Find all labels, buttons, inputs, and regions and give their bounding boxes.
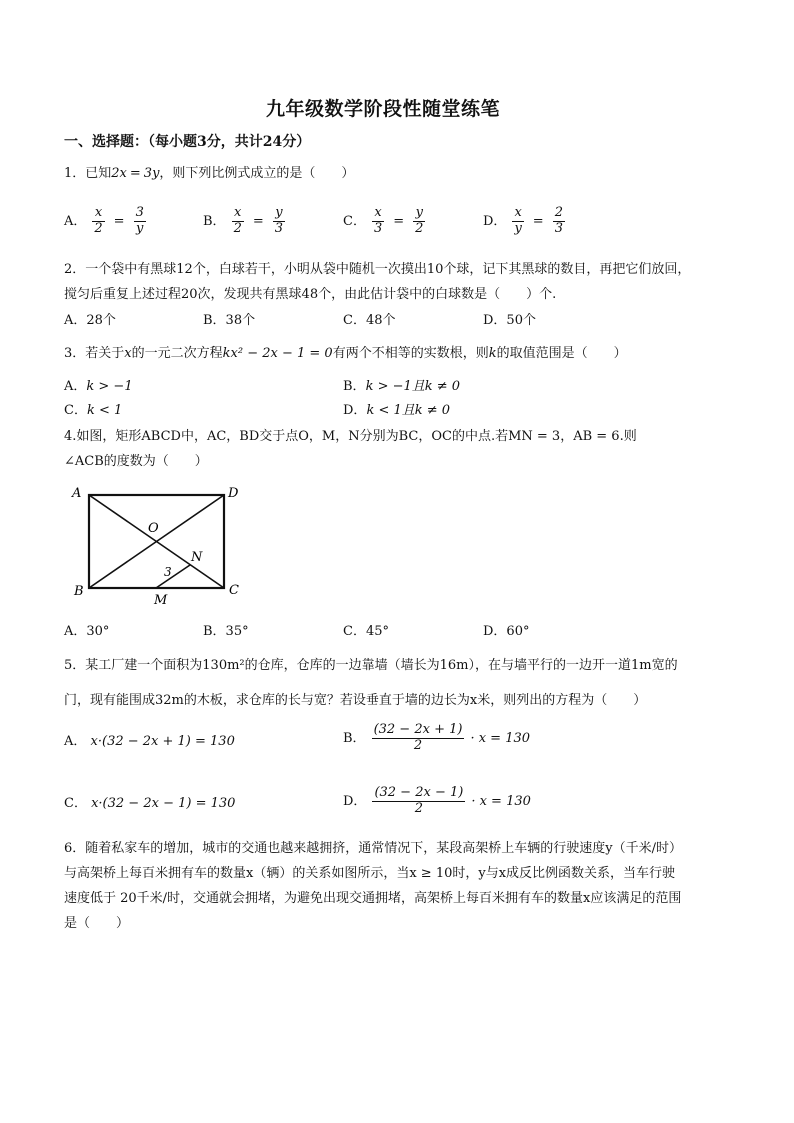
- q1-option-c: C． $\frac{x}{3}$ = $\frac{y}{2}$: [343, 205, 424, 236]
- fraction: $\frac{x}{3}$: [373, 205, 383, 236]
- label-o: O: [148, 521, 159, 536]
- q1-condition-lhs: 2x: [111, 166, 127, 181]
- fraction: $\frac{y}{2}$: [415, 205, 424, 236]
- label-n: N: [191, 550, 203, 565]
- q4-option-c: C．45°: [343, 624, 389, 639]
- q4-option-a: A．30°: [64, 624, 110, 639]
- q3-equation: kx² − 2x − 1 = 0: [222, 346, 333, 361]
- q1-stem-prefix: 1．已知: [64, 166, 112, 181]
- q1-option-b: B． $\frac{x}{2}$ = $\frac{y}{3}$: [203, 205, 284, 236]
- question-2-line-2: 搅匀后重复上述过程20次，发现共有黑球48个，由此估计袋中的白球数是（ ）个.: [64, 287, 557, 302]
- fraction: $\frac{3}{y}$: [135, 205, 144, 236]
- question-3-stem: [64, 346, 627, 362]
- label-c: C: [229, 583, 239, 598]
- label-length-three: 3: [164, 565, 172, 579]
- question-4-line-2: ∠ACB的度数为（ ）: [64, 454, 208, 469]
- section-heading: 一、选择题：（每小题3分，共计24分）: [64, 134, 311, 150]
- question-5-line-1: 5．某工厂建一个面积为130m²的仓库，仓库的一边靠墙（墙长为16m），在与墙平行的一边开一道1m宽的: [64, 658, 678, 673]
- q4-option-d: D．60°: [483, 624, 530, 639]
- question-2-line-1: 2．一个袋中有黑球12个，白球若干，小明从袋中随机一次摸出10个球，记下其黑球的数目，再把它们放回，: [64, 262, 691, 277]
- question-6-line-2: 与高架桥上每百米拥有车的数量x（辆）的关系如图所示，当x ≥ 10时，y与x成反比例函数关系，当车行驶: [64, 866, 676, 881]
- option-label: B．: [203, 213, 226, 229]
- fraction: $\frac{x}{2}$: [94, 205, 103, 236]
- q3-stem-part: 3．若关于: [64, 346, 125, 361]
- fraction: $\frac{y}{3}$: [274, 205, 284, 236]
- question-4-line-1: 4.如图，矩形ABCD中，AC，BD交于点O，M，N分别为BC，OC的中点.若MN = 3，AB = 6.则: [64, 429, 637, 444]
- q2-option-d: D．50个: [483, 313, 536, 328]
- fraction: $\frac{x}{y}$: [514, 205, 522, 236]
- option-label: C．: [343, 213, 366, 229]
- question-5-line-2: 门，现有能围成32m的木板，求仓库的长与宽？若设垂直于墙的边长为x米，则列出的方程为（ ）: [64, 693, 647, 708]
- question-6-line-1: 6．随着私家车的增加，城市的交通也越来越拥挤，通常情况下，某段高架桥上车辆的行驶速度y（千米/时）: [64, 841, 682, 856]
- fraction: $\frac{x}{2}$: [233, 205, 242, 236]
- q3-variable-x: x: [124, 346, 132, 361]
- q3-option-c: C．k < 1: [64, 403, 123, 418]
- q5-option-a: A． x·(32 − 2x + 1) = 130: [64, 734, 235, 749]
- label-d: D: [228, 486, 239, 501]
- q5-option-b: B． $\frac{(32 - 2x + 1)}{2}$ · x = 130: [343, 722, 531, 753]
- q1-condition-equals: =: [129, 166, 141, 181]
- q3-stem-part: 有两个不相等的实数根，则: [332, 346, 489, 361]
- q2-option-a: A．28个: [64, 313, 116, 328]
- q3-option-b: B．k > −1且k ≠ 0: [343, 379, 461, 394]
- fraction: $\frac{(32 - 2x + 1)}{2}$: [373, 722, 463, 753]
- fraction: $\frac{2}{3}$: [554, 205, 563, 236]
- option-label: A．: [64, 213, 87, 229]
- page-title: 九年级数学阶段性随堂练笔: [266, 98, 501, 120]
- q3-stem-part: 的取值范围是（ ）: [496, 346, 627, 361]
- q1-condition-rhs: 3y: [143, 166, 160, 181]
- question-6-line-3: 速度低于 20千米/时，交通就会拥堵，为避免出现交通拥堵，高架桥上每百米拥有车的数量x应该满足的范围: [64, 891, 682, 906]
- q3-option-d: D．k < 1且k ≠ 0: [343, 403, 451, 418]
- q1-option-a: A． $\frac{x}{2}$ = $\frac{3}{y}$: [64, 205, 144, 236]
- question-6-line-4: 是（ ）: [64, 916, 130, 931]
- question-1-stem: [64, 166, 354, 182]
- q5-option-c: C． x·(32 − 2x − 1) = 130: [64, 796, 236, 811]
- q1-stem-suffix: ，则下列比例式成立的是（ ）: [159, 166, 355, 181]
- label-a: A: [72, 486, 82, 501]
- q1-option-d: D． $\frac{x}{y}$ = $\frac{2}{3}$: [483, 205, 563, 236]
- rectangle-figure: [66, 482, 250, 608]
- q4-option-b: B．35°: [203, 624, 249, 639]
- q5-option-d: D． $\frac{(32 - 2x - 1)}{2}$ · x = 130: [343, 785, 531, 816]
- q3-option-a: A．k > −1: [64, 379, 133, 394]
- q2-option-c: C．48个: [343, 313, 396, 328]
- option-label: D．: [483, 213, 507, 229]
- q2-option-b: B．38个: [203, 313, 256, 328]
- label-m: M: [154, 593, 168, 608]
- label-b: B: [74, 584, 84, 599]
- fraction: $\frac{(32 - 2x - 1)}{2}$: [374, 785, 464, 816]
- q3-stem-part: 的一元二次方程: [131, 346, 223, 361]
- q3-variable-k: k: [488, 346, 497, 361]
- segment-mn: [156, 565, 190, 588]
